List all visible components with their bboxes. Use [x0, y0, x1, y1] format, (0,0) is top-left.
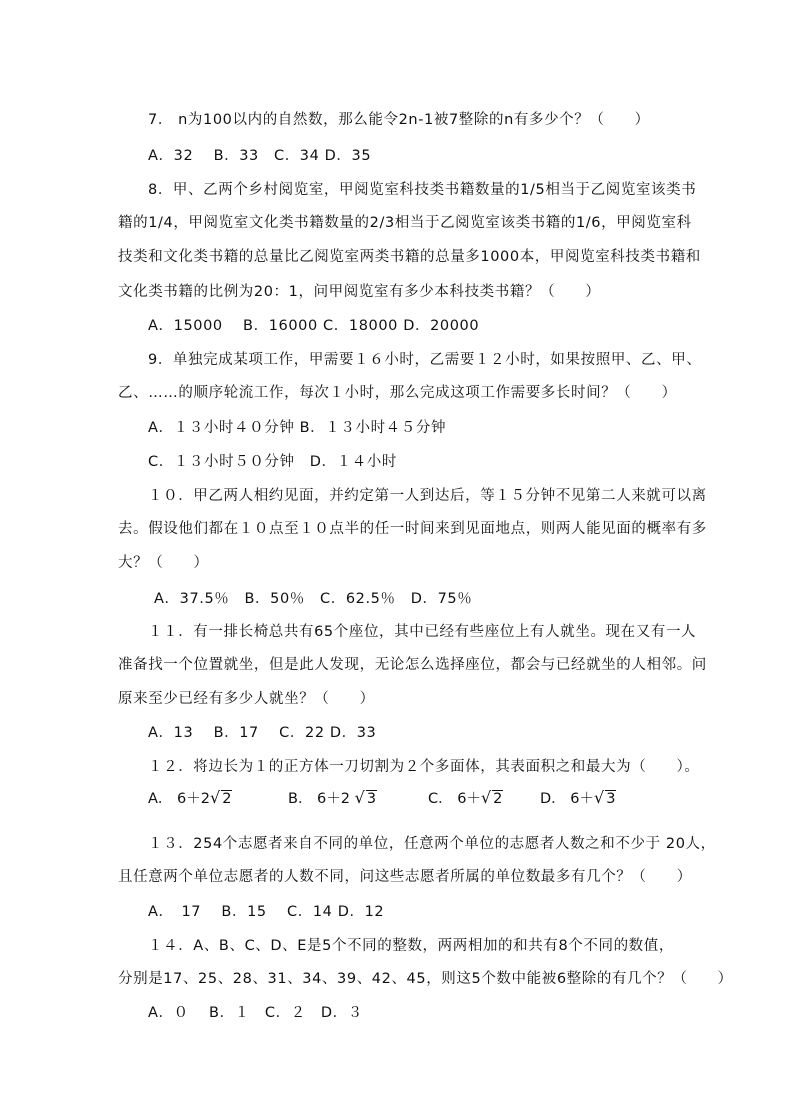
question-11-text-line3: 原来至少已经有多少人就坐？（ ）: [118, 691, 375, 707]
question-11-text-line1: １１．有一排长椅总共有65个座位，其中已经有些座位上有人就坐。现在又有一人: [148, 624, 697, 640]
question-13-text-line1: １３．254个志愿者来自不同的单位，任意两个单位的志愿者人数之和不少于 20人，: [148, 836, 716, 852]
question-12-option-d: D． 6＋√ 3: [540, 788, 616, 807]
question-8-text-line3: 技类和文化类书籍的总量比乙阅览室两类书籍的总量多1000本，甲阅览室科技类书籍和: [118, 249, 701, 265]
question-14-text-line2: 分别是17、25、28、31、34、39、42、45，则这5个数中能被6整除的有几个？（ ）: [118, 971, 733, 987]
sqrt-symbol: √: [354, 788, 365, 807]
question-13-text-line2: 且任意两个单位志愿者的人数不同，问这些志愿者所属的单位数最多有几个？（ ）: [118, 869, 692, 885]
question-8-text-line2: 籍的1/4，甲阅览室文化类书籍数量的2/3相当于乙阅览室该类书籍的1/6，甲阅览室科: [118, 215, 692, 231]
question-10-text-line1: １０．甲乙两人相约见面，并约定第一人到达后，等１５分钟不见第二人来就可以离: [148, 488, 707, 504]
question-8-text-line1: 8．甲、乙两个乡村阅览室，甲阅览室科技类书籍数量的1/5相当于乙阅览室该类书: [148, 182, 697, 198]
question-7-options: A．32 B．33 C．34 D．35: [148, 148, 372, 164]
question-8-text-line4: 文化类书籍的比例为20：1，问甲阅览室有多少本科技类书籍？（ ）: [118, 284, 601, 300]
question-12-option-a: A． 6＋2√ 2: [148, 788, 232, 807]
question-12-option-c: C． 6＋√ 2: [428, 788, 503, 807]
question-9-options-line1: A．１３小时４０分钟 B．１３小时４５分钟: [148, 420, 447, 436]
question-8-options: A．15000 B．16000 C．18000 D．20000: [148, 318, 480, 334]
question-10-text-line3: 大？（ ）: [118, 555, 209, 571]
question-14-text-line1: １４．A、B、C、D、E是5个不同的整数，两两相加的和共有8个不同的数值，: [148, 938, 674, 954]
question-9-text-line2: 乙、……的顺序轮流工作，每次１小时，那么完成这项工作需要多长时间？（ ）: [118, 385, 677, 401]
question-9-text-line1: 9．单独完成某项工作，甲需要１６小时，乙需要１２小时，如果按照甲、乙、甲、: [148, 352, 702, 368]
question-13-options: A． 17 B．15 C．14 D．12: [148, 904, 385, 920]
question-9-options-line2: C．１３小时５０分钟 D．１４小时: [148, 454, 397, 470]
question-7-text: 7． n为100以内的自然数，那么能令2n-1被7整除的n有多少个？（ ）: [148, 112, 650, 128]
sqrt-symbol: √: [594, 788, 605, 807]
question-12-text: １２．将边长为１的正方体一刀切割为２个多面体，其表面积之和最大为（ ）。: [148, 759, 700, 775]
question-10-options: A．37.5％ B．50％ C．62.5％ D．75％: [154, 591, 473, 607]
question-14-options: A．０ B．１ C．２ D．３: [148, 1005, 363, 1021]
question-11-text-line2: 准备找一个位置就坐，但是此人发现，无论怎么选择座位，都会与已经就坐的人相邻。问: [118, 657, 707, 673]
question-12-option-b: B． 6＋2 √ 3: [288, 788, 377, 807]
sqrt-symbol: √: [209, 788, 221, 807]
sqrt-symbol: √: [480, 788, 492, 807]
question-11-options: A．13 B．17 C．22 D．33: [148, 725, 377, 741]
question-10-text-line2: 去。假设他们都在１０点至１０点半的任一时间来到见面地点，则两人能见面的概率有多: [118, 521, 707, 537]
